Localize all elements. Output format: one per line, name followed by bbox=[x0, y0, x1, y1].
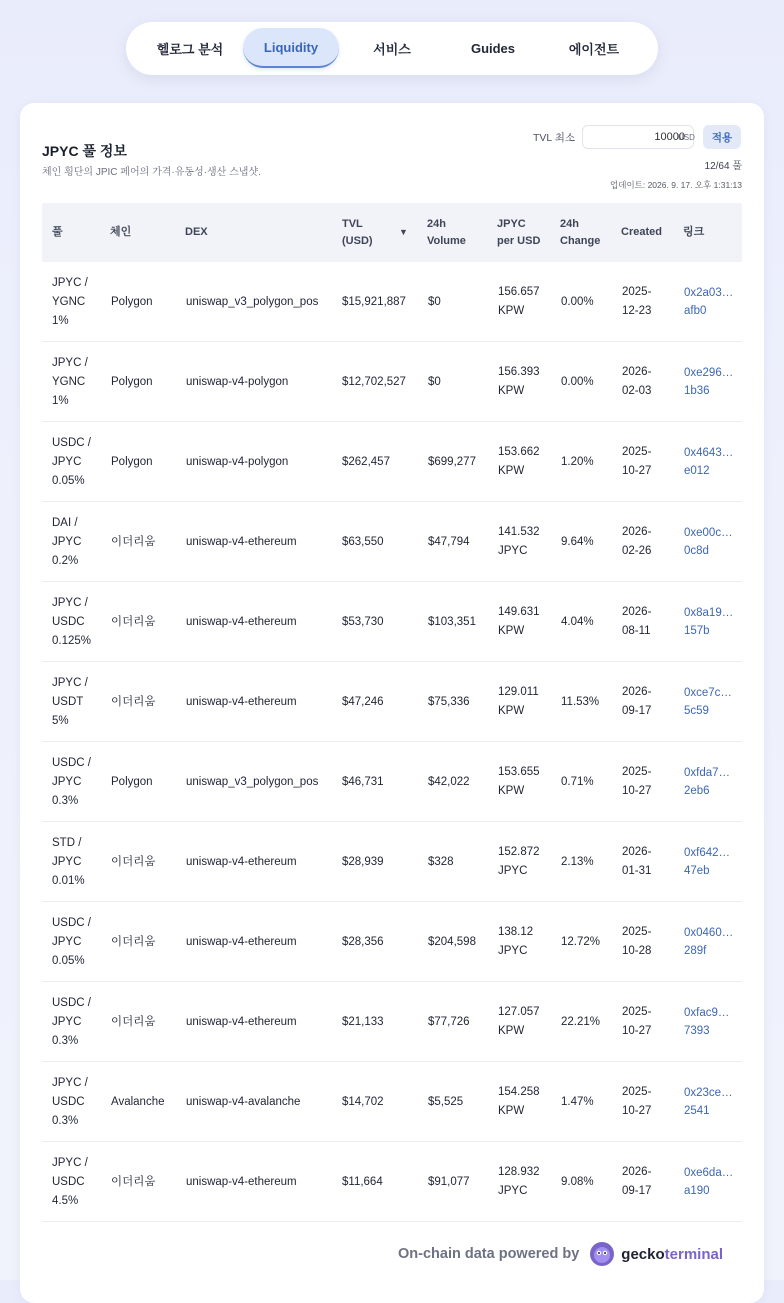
cell-tvl: $11,664 bbox=[342, 1175, 383, 1188]
cell-dex: uniswap-v4-ethereum bbox=[186, 855, 297, 868]
cell-chain: 이더리움 bbox=[111, 855, 156, 868]
tab-guides[interactable]: Guides bbox=[470, 40, 516, 56]
cell-volume: $5,525 bbox=[428, 1095, 464, 1108]
cell-created: 2025- 10-27 bbox=[622, 766, 652, 797]
cell-dex: uniswap-v4-ethereum bbox=[186, 535, 297, 548]
attribution[interactable] bbox=[398, 1239, 738, 1269]
cell-pool: JPYC / YGNC 1% bbox=[52, 356, 88, 407]
cell-dex: uniswap-v4-ethereum bbox=[186, 695, 297, 708]
table-row[interactable] bbox=[42, 982, 742, 1062]
cell-pool: JPYC / USDC 4.5% bbox=[52, 1156, 88, 1207]
pool-info-card bbox=[20, 103, 764, 1303]
table-row[interactable] bbox=[42, 742, 742, 822]
sort-desc-icon[interactable]: ▼ bbox=[399, 227, 408, 237]
cell-volume: $42,022 bbox=[428, 775, 470, 788]
cell-pool: USDC / JPYC 0.05% bbox=[52, 436, 91, 487]
cell-tvl: $28,356 bbox=[342, 935, 384, 948]
cell-created: 2026- 02-26 bbox=[622, 526, 652, 557]
cell-pool: JPYC / YGNC 1% bbox=[52, 276, 88, 327]
cell-volume: $103,351 bbox=[428, 615, 476, 628]
table-row[interactable] bbox=[42, 662, 742, 742]
pool-count: 12/64 풀 bbox=[704, 161, 742, 172]
cell-change: 0.00% bbox=[561, 295, 594, 308]
header-chain[interactable]: 체인 bbox=[110, 226, 132, 238]
cell-dex: uniswap_v3_polygon_pos bbox=[186, 295, 319, 308]
cell-chain: Polygon bbox=[111, 455, 153, 468]
cell-volume: $204,598 bbox=[428, 935, 476, 948]
cell-pool: USDC / JPYC 0.05% bbox=[52, 916, 91, 967]
cell-volume: $0 bbox=[428, 375, 441, 388]
cell-created: 2025- 10-27 bbox=[622, 1006, 652, 1037]
cell-dex: uniswap-v4-avalanche bbox=[186, 1095, 301, 1108]
header-dex[interactable]: DEX bbox=[185, 226, 208, 238]
cell-price: 156.393 KPW bbox=[498, 366, 540, 397]
tab-agents[interactable]: 에이전트 bbox=[568, 41, 620, 57]
cell-chain: 이더리움 bbox=[111, 1015, 156, 1028]
cell-volume: $328 bbox=[428, 855, 454, 868]
table-row[interactable] bbox=[42, 422, 742, 502]
cell-chain: 이더리움 bbox=[111, 695, 156, 708]
brand-name: geckoterminal bbox=[621, 1245, 723, 1263]
cell-link[interactable]: 0xe00c… 0c8d bbox=[684, 527, 733, 557]
cell-chain: 이더리움 bbox=[111, 615, 156, 628]
table-row[interactable] bbox=[42, 1142, 742, 1222]
page-title: JPYC 풀 정보 bbox=[42, 143, 127, 159]
cell-link[interactable]: 0xfda7… 2eb6 bbox=[684, 767, 731, 797]
header-created[interactable]: Created bbox=[621, 226, 662, 238]
cell-chain: Polygon bbox=[111, 295, 153, 308]
cell-chain: 이더리움 bbox=[111, 1175, 156, 1188]
cell-link[interactable]: 0x23ce… 2541 bbox=[684, 1087, 733, 1117]
table-row[interactable] bbox=[42, 262, 742, 342]
cell-price: 152.872 JPYC bbox=[498, 846, 540, 877]
cell-created: 2026- 08-11 bbox=[622, 606, 652, 637]
cell-tvl: $14,702 bbox=[342, 1095, 384, 1108]
cell-created: 2025- 10-28 bbox=[622, 926, 652, 957]
page-subtitle: 체인 횡단의 JPIC 페어의 가격·유동성·생산 스냅샷. bbox=[42, 167, 261, 178]
cell-link[interactable]: 0xfac9… 7393 bbox=[684, 1007, 730, 1037]
cell-volume: $91,077 bbox=[428, 1175, 470, 1188]
top-nav bbox=[126, 22, 658, 75]
cell-price: 127.057 KPW bbox=[498, 1006, 540, 1037]
table-row[interactable] bbox=[42, 822, 742, 902]
cell-link[interactable]: 0x4643… e012 bbox=[684, 447, 734, 477]
cell-tvl: $262,457 bbox=[342, 455, 390, 468]
cell-chain: Polygon bbox=[111, 375, 153, 388]
cell-created: 2026- 01-31 bbox=[622, 846, 652, 877]
cell-tvl: $46,731 bbox=[342, 775, 384, 788]
cell-dex: uniswap-v4-ethereum bbox=[186, 615, 297, 628]
table-row[interactable] bbox=[42, 342, 742, 422]
cell-link[interactable]: 0xce7c… 5c59 bbox=[684, 687, 732, 717]
header-change[interactable]: 24h Change bbox=[560, 217, 601, 247]
tab-liquidity[interactable]: Liquidity bbox=[243, 28, 339, 68]
cell-change: 0.00% bbox=[561, 375, 594, 388]
cell-dex: uniswap-v4-ethereum bbox=[186, 935, 297, 948]
updated-timestamp: 업데이트: 2026. 9. 17. 오후 1:31:13 bbox=[610, 180, 742, 190]
cell-price: 128.932 JPYC bbox=[498, 1166, 540, 1197]
cell-tvl: $12,702,527 bbox=[342, 375, 406, 388]
cell-created: 2025- 10-27 bbox=[622, 446, 652, 477]
table-header bbox=[42, 203, 742, 262]
cell-change: 4.04% bbox=[561, 615, 594, 628]
cell-change: 12.72% bbox=[561, 935, 601, 948]
cell-dex: uniswap_v3_polygon_pos bbox=[186, 775, 319, 788]
table-row[interactable] bbox=[42, 502, 742, 582]
cell-change: 22.21% bbox=[561, 1015, 601, 1028]
cell-chain: 이더리움 bbox=[111, 535, 156, 548]
gecko-logo-icon bbox=[589, 1241, 615, 1267]
cell-change: 11.53% bbox=[561, 695, 600, 708]
header-pool[interactable]: 풀 bbox=[52, 226, 63, 238]
cell-price: 153.655 KPW bbox=[498, 766, 540, 797]
apply-button[interactable]: 적용 bbox=[703, 125, 741, 149]
cell-volume: $77,726 bbox=[428, 1015, 470, 1028]
tvl-unit-label: USD bbox=[678, 133, 695, 142]
tab-services[interactable]: 서비스 bbox=[373, 41, 411, 57]
cell-created: 2026- 09-17 bbox=[622, 686, 652, 717]
cell-created: 2025- 10-27 bbox=[622, 1086, 652, 1117]
cell-pool: USDC / JPYC 0.3% bbox=[52, 756, 91, 807]
powered-by-text: On-chain data powered by bbox=[398, 1246, 580, 1262]
cell-tvl: $47,246 bbox=[342, 695, 384, 708]
cell-tvl: $15,921,887 bbox=[342, 295, 406, 308]
cell-created: 2026- 02-03 bbox=[622, 366, 652, 397]
cell-dex: uniswap-v4-polygon bbox=[186, 455, 289, 468]
cell-volume: $0 bbox=[428, 295, 441, 308]
cell-change: 0.71% bbox=[561, 775, 594, 788]
cell-link[interactable]: 0x2a03… afb0 bbox=[684, 287, 734, 317]
header-price[interactable]: JPYC per USD bbox=[497, 217, 541, 247]
table-row[interactable] bbox=[42, 1062, 742, 1142]
header-tvl[interactable]: TVL (USD) bbox=[342, 217, 373, 247]
tvl-min-label: TVL 최소 bbox=[533, 132, 576, 144]
cell-price: 153.662 KPW bbox=[498, 446, 540, 477]
cell-price: 149.631 KPW bbox=[498, 606, 540, 637]
cell-volume: $75,336 bbox=[428, 695, 470, 708]
cell-dex: uniswap-v4-polygon bbox=[186, 375, 289, 388]
cell-pool: USDC / JPYC 0.3% bbox=[52, 996, 91, 1047]
cell-link[interactable]: 0x8a19… 157b bbox=[684, 607, 734, 637]
cell-volume: $699,277 bbox=[428, 455, 476, 468]
cell-price: 129.011 KPW bbox=[498, 686, 539, 717]
cell-pool: JPYC / USDC 0.3% bbox=[52, 1076, 88, 1127]
cell-price: 138.12 JPYC bbox=[498, 926, 534, 957]
table-row[interactable] bbox=[42, 902, 742, 982]
cell-price: 156.657 KPW bbox=[498, 286, 540, 317]
cell-price: 154.258 KPW bbox=[498, 1086, 540, 1117]
header-volume[interactable]: 24h Volume bbox=[427, 217, 466, 247]
cell-price: 141.532 JPYC bbox=[498, 526, 540, 557]
cell-pool: JPYC / USDC 0.125% bbox=[52, 596, 92, 647]
cell-change: 2.13% bbox=[561, 855, 594, 868]
cell-link[interactable]: 0xe296… 1b36 bbox=[684, 367, 734, 397]
cell-tvl: $53,730 bbox=[342, 615, 384, 628]
cell-dex: uniswap-v4-ethereum bbox=[186, 1015, 297, 1028]
cell-dex: uniswap-v4-ethereum bbox=[186, 1175, 297, 1188]
cell-change: 9.64% bbox=[561, 535, 594, 548]
cell-chain: 이더리움 bbox=[111, 935, 156, 948]
header-link: 링크 bbox=[683, 226, 705, 238]
cell-link[interactable]: 0xe6da… a190 bbox=[684, 1167, 734, 1197]
cell-tvl: $21,133 bbox=[342, 1015, 384, 1028]
cell-link[interactable]: 0x0460… 289f bbox=[684, 927, 734, 957]
cell-pool: STD / JPYC 0.01% bbox=[52, 836, 85, 887]
cell-tvl: $63,550 bbox=[342, 535, 384, 548]
cell-tvl: $28,939 bbox=[342, 855, 384, 868]
cell-change: 1.47% bbox=[561, 1095, 594, 1108]
cell-pool: DAI / JPYC 0.2% bbox=[52, 516, 82, 567]
cell-created: 2026- 09-17 bbox=[622, 1166, 652, 1197]
cell-change: 9.08% bbox=[561, 1175, 594, 1188]
cell-change: 1.20% bbox=[561, 455, 594, 468]
cell-pool: JPYC / USDT 5% bbox=[52, 676, 88, 727]
table-row[interactable] bbox=[42, 582, 742, 662]
cell-chain: Avalanche bbox=[111, 1095, 165, 1108]
cell-created: 2025- 12-23 bbox=[622, 286, 652, 317]
cell-chain: Polygon bbox=[111, 775, 153, 788]
cell-link[interactable]: 0xf642… 47eb bbox=[684, 847, 731, 877]
tab-hellog-analysis[interactable]: 헬로그 분석 bbox=[156, 41, 224, 57]
cell-volume: $47,794 bbox=[428, 535, 470, 548]
